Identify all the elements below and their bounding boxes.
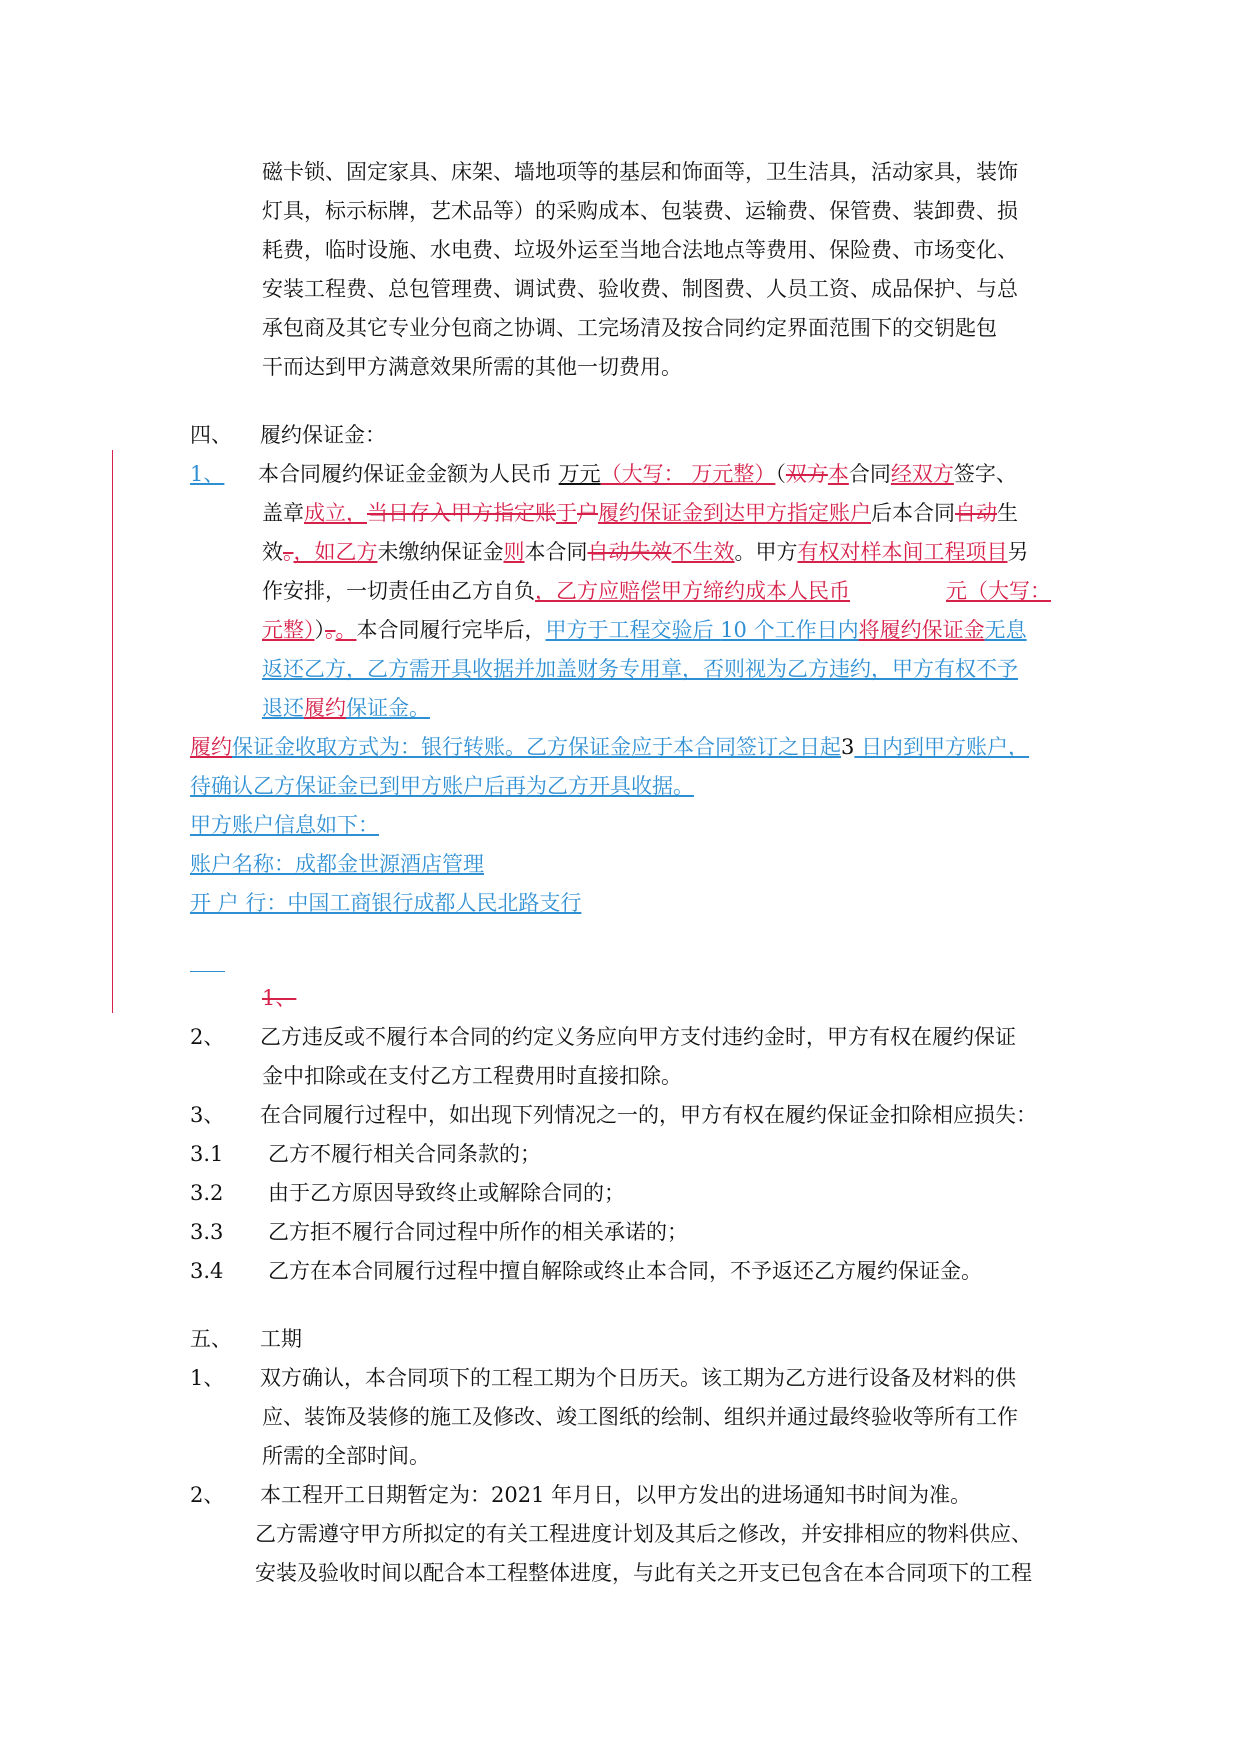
inserted-text: 将履约保证金 xyxy=(858,618,985,642)
section-title: 工期 xyxy=(260,1327,302,1351)
sec4-p2-line-1 xyxy=(190,1022,1016,1052)
sec4-p1-number: 1、 xyxy=(190,462,225,486)
inserted-text: 样本间工程项目 xyxy=(860,540,1008,564)
text-run: 乙方在本合同履行过程中擅自解除或终止本合同，不予返还乙方履约保证金。 xyxy=(268,1259,982,1283)
sec4-p3-item-4 xyxy=(190,1256,982,1286)
deleted-text: 。 xyxy=(325,618,336,642)
inserted-text: 则 xyxy=(503,540,525,564)
sec5-p2-line-1 xyxy=(190,1480,971,1510)
inserted-text: 履约 xyxy=(190,735,232,759)
item-number: 3.4 xyxy=(190,1259,224,1283)
inserted-text: 元整） xyxy=(262,618,315,642)
sec3-line-4: 安装工程费、总包管理费、调试费、验收费、制图费、人员工资、成品保护、与总 xyxy=(262,277,1018,301)
text-run: 未缴纳保证金 xyxy=(377,540,504,564)
text-run: 在合同履行过程中，如出现下列情况之一的，甲方有权在履约保证金扣除相应损失： xyxy=(260,1103,1037,1127)
inserted-text: 保证金。 xyxy=(346,696,430,720)
sec4-p3-item-2 xyxy=(190,1178,625,1208)
inserted-text: 无息 xyxy=(984,618,1027,642)
text-run: 双方确认，本合同项下的工程工期为个日历天。该工期为乙方进行设备及材料的供 xyxy=(260,1366,1016,1390)
text-run: 由于乙方原因导致终止或解除合同的； xyxy=(268,1181,625,1205)
deleted-text: 双方 xyxy=(785,462,828,486)
deleted-text: 。 xyxy=(283,540,294,564)
text-run: 本合同履行完毕后， xyxy=(356,618,546,642)
sec4-heading-text: 履约保证金： xyxy=(260,423,386,447)
account-info-heading: 甲方账户信息如下： xyxy=(190,813,379,837)
sec3-line-5: 承包商及其它专业分包商之协调、工完场清及按合同约定界面范围下的交钥匙包 xyxy=(262,316,997,340)
sec4-p1-line-7 xyxy=(262,693,430,723)
inserted-text: 10 xyxy=(720,618,747,642)
sec4-p1-line-4 xyxy=(262,576,1051,606)
amount-unit: 万元 xyxy=(558,462,601,486)
item-number: 3.3 xyxy=(190,1220,224,1244)
deleted-text: 1、 xyxy=(262,986,297,1010)
sec5-p1-line-3: 所需的全部时间。 xyxy=(262,1444,430,1468)
item-number: 3.2 xyxy=(190,1181,224,1205)
sec4-heading xyxy=(190,420,386,450)
text-run: 合同 xyxy=(848,462,891,486)
inserted-text: 本 xyxy=(827,462,849,486)
deleted-number-line xyxy=(262,983,318,1013)
account-name: 账户名称：成都金世源酒店管理 xyxy=(190,852,484,876)
inserted-rule xyxy=(190,971,225,972)
text-run: 乙方拒不履行合同过程中所作的相关承诺的； xyxy=(268,1220,688,1244)
bank-name: 开 户 行：中国工商银行成都人民北路支行 xyxy=(190,891,582,915)
inserted-text: 退还 xyxy=(262,696,304,720)
inserted-text: 保证金收取方式为：银行转账。乙方保证金应于本合同签订之日起 xyxy=(232,735,841,759)
sec4-p3-item-3 xyxy=(190,1217,688,1247)
sec5-p1-line-1 xyxy=(190,1363,1016,1393)
inserted-text: ，乙方应赔偿甲方缔约成本人民币 xyxy=(535,579,850,603)
item-number: 3.1 xyxy=(190,1142,224,1166)
sec4-p1-line-6: 返还乙方，乙方需开具收据并加盖财务专用章，否则视为乙方违约，甲方有权不予 xyxy=(262,657,1018,681)
revision-change-bar xyxy=(112,450,113,1013)
sec5-p2-line-3: 安装及验收时间以配合本工程整体进度，与此有关之开支已包含在本合同项下的工程 xyxy=(255,1561,1032,1585)
text-run: 签字、 xyxy=(953,462,1017,486)
inserted-text: 于 xyxy=(556,501,577,525)
inserted-text: 元（大写： xyxy=(946,579,1051,603)
item-number: 2、 xyxy=(190,1483,225,1507)
inserted-text: 履约保证金到达甲方指定账户 xyxy=(598,501,871,525)
sec3-line-6: 干而达到甲方满意效果所需的其他一切费用。 xyxy=(262,355,682,379)
sec5-heading xyxy=(190,1324,302,1354)
inserted-text: 甲方于工程交验后 xyxy=(545,618,714,642)
inserted-text: 个工作日内 xyxy=(753,618,859,642)
text-run: 本工程开工日期暂定为：2021 年月日，以甲方发出的进场通知书时间为准。 xyxy=(260,1483,972,1507)
sec3-line-3: 耗费，临时设施、水电费、垃圾外运至当地合法地点等费用、保险费、市场变化、 xyxy=(262,238,1018,262)
sec4-p2-line-2: 金中扣除或在支付乙方工程费用时直接扣除。 xyxy=(262,1064,682,1088)
text-run: ） xyxy=(314,618,325,642)
sec4-p3-line xyxy=(190,1100,1037,1130)
sec5-p1-line-2: 应、装饰及装修的施工及修改、竣工图纸的绘制、组织并通过最终验收等所有工作 xyxy=(262,1405,1018,1429)
section-number: 五、 xyxy=(190,1327,232,1351)
sec4-p1-line-5 xyxy=(262,615,1027,645)
sec4-p3-item-1 xyxy=(190,1139,541,1169)
sec5-p2-line-2: 乙方需遵守甲方所拟定的有关工程进度计划及其后之修改，并安排相应的物料供应、 xyxy=(255,1522,1032,1546)
text-run: 后本合同 xyxy=(871,501,955,525)
deleted-text: 自动 xyxy=(955,501,997,525)
inserted-text: 履约 xyxy=(304,696,346,720)
deposit-collect-line-1 xyxy=(190,732,1029,762)
inserted-text: ，如乙方 xyxy=(293,540,378,564)
inserted-text: （大写： 万元整） xyxy=(600,462,776,486)
text-run: 本合同履约保证金金额为人民币 xyxy=(258,462,559,486)
text-run: 效 xyxy=(262,540,283,564)
text-run: 3 xyxy=(841,735,855,759)
sec3-line-2: 灯具，标示标牌，艺术品等）的采购成本、包装费、运输费、保管费、装卸费、损 xyxy=(262,199,1018,223)
text-run: 生 xyxy=(997,501,1018,525)
text-run: 。甲方 xyxy=(734,540,798,564)
item-number: 1、 xyxy=(190,1366,225,1390)
deleted-text: 当日存入甲方指定账 xyxy=(367,501,556,525)
inserted-text: 不生效 xyxy=(671,540,735,564)
inserted-text: 。 xyxy=(335,618,357,642)
inserted-text: 有权对 xyxy=(797,540,861,564)
text-run: 盖章 xyxy=(262,501,304,525)
item-number: 3、 xyxy=(190,1103,225,1127)
inserted-text: 日内到甲方账户， xyxy=(861,735,1030,759)
sec4-p1-line-2 xyxy=(262,498,1018,528)
sec4-p1-line-3 xyxy=(262,537,1029,567)
text-run: 乙方不履行相关合同条款的； xyxy=(268,1142,541,1166)
sec3-line-1: 磁卡锁、固定家具、床架、墙地项等的基层和饰面等，卫生洁具，活动家具，装饰 xyxy=(262,160,1018,184)
text-run xyxy=(747,618,754,642)
deleted-text: 自动失效 xyxy=(587,540,672,564)
text-run: 乙方违反或不履行本合同的约定义务应向甲方支付违约金时，甲方有权在履约保证 xyxy=(260,1025,1016,1049)
inserted-text: 经双方 xyxy=(890,462,954,486)
sec4-p1-line-1 xyxy=(190,459,1017,489)
sec4-heading-number: 四、 xyxy=(190,423,232,447)
item-number: 2、 xyxy=(190,1025,225,1049)
text-run: 作安排，一切责任由乙方自负 xyxy=(262,579,535,603)
deposit-collect-line-2: 待确认乙方保证金已到甲方账户后再为乙方开具收据。 xyxy=(190,774,694,798)
deleted-text: 户 xyxy=(577,501,598,525)
inserted-text: 成立， xyxy=(304,501,367,525)
text-run: 另 xyxy=(1007,540,1029,564)
text-run: 本合同 xyxy=(524,540,588,564)
text-run: （ xyxy=(775,462,786,486)
